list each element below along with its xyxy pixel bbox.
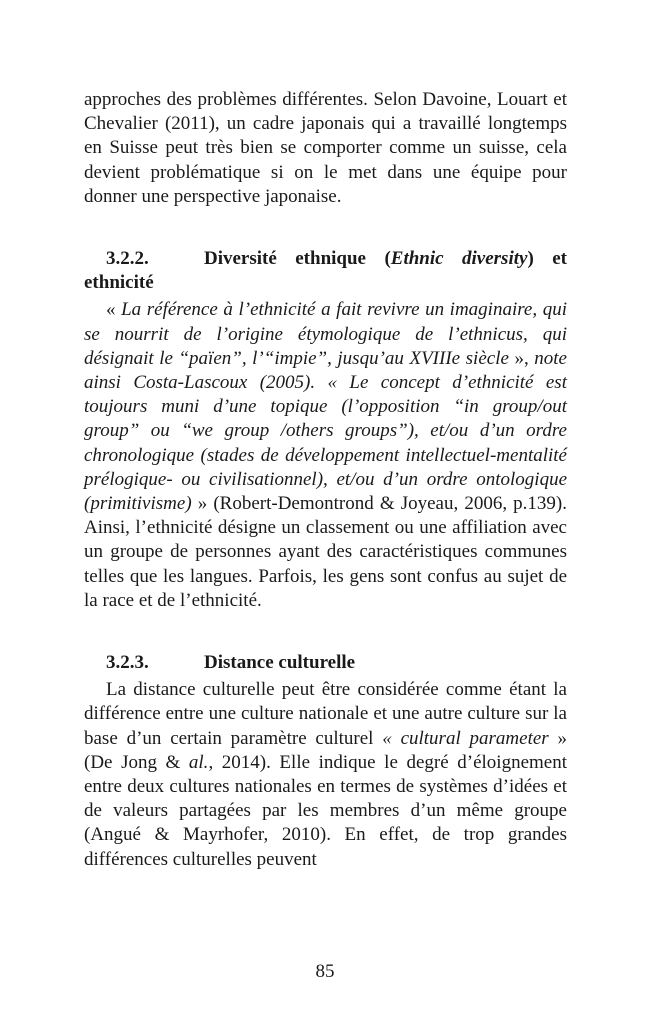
section-title-part: Diversité ethnique (: [204, 248, 391, 270]
section-number: 3.2.3.: [106, 652, 149, 674]
page-content: [84, 88, 567, 872]
section-title-part: ) et ethnicité: [84, 248, 567, 294]
paragraph-text: , 2014). Elle indique le degré d’éloignement entre deux cultures nationales en termes de systèmes d’idées et de valeurs partagées par les membres d’un même groupe (Angué & Mayrhofer, 2010). En effet, de trop grandes différences culturelles peuvent: [84, 751, 567, 870]
section-heading-3-2-2: [84, 247, 567, 295]
quote-text-2: note ainsi Costa-Lascoux (2005). « Le concept d’ethnicité est toujours muni d’une topique (l’opposition “in group/out group” ou “we group /others groups”), et/ou d’un ordre chronologique (stades de développement intellectuel-mentalité prélogique- ou civilisationnel), et/ou d’un ordre ontologique (primitivisme): [84, 347, 567, 515]
paragraph-ethnicity: [84, 298, 567, 613]
paragraph-text: » (Robert-Demontrond & Joyeau, 2006, p.139). Ainsi, l’ethnicité désigne un classement ou une affiliation avec un groupe de personnes ayant des caractéristiques communes telles que les langues. Parfois, les gens sont confus au sujet de la race et de l’ethnicité.: [84, 493, 567, 611]
paragraph-text: La distance culturelle peut être considérée comme étant la différence entre une culture nationale et une autre culture sur la base d’un certain paramètre culturel: [84, 679, 567, 749]
page-number: 85: [315, 961, 335, 982]
section-title: Distance culturelle: [204, 652, 356, 674]
section-title-italic: Ethnic diversity: [390, 248, 528, 270]
paragraph-cultural-distance: [84, 678, 567, 872]
italic-term: « cultural parameter: [382, 727, 549, 749]
paragraph-intro: approches des problèmes différentes. Selon Davoine, Louart et Chevalier (2011), un cadre japonais qui a travaillé longtemps en Suisse peut très bien se comporter comme un suisse, cela devient problématique si on le met dans une équipe pour donner une perspective japonaise.: [84, 89, 567, 207]
italic-term: al.: [188, 751, 209, 773]
quote-open: «: [106, 299, 122, 321]
quote-close: »,: [508, 347, 535, 369]
paragraph-text: » (De Jong &: [84, 727, 568, 773]
section-heading-3-2-3: [84, 651, 567, 675]
section-number: 3.2.2.: [106, 248, 149, 270]
quote-text: La référence à l’ethnicité a fait revivre un imaginaire, qui se nourrit de l’origine étymologique de l’ethnicus, qui désignait le “païen”, l’“impie”, jusqu’au XVIIIe siècle: [84, 299, 567, 369]
